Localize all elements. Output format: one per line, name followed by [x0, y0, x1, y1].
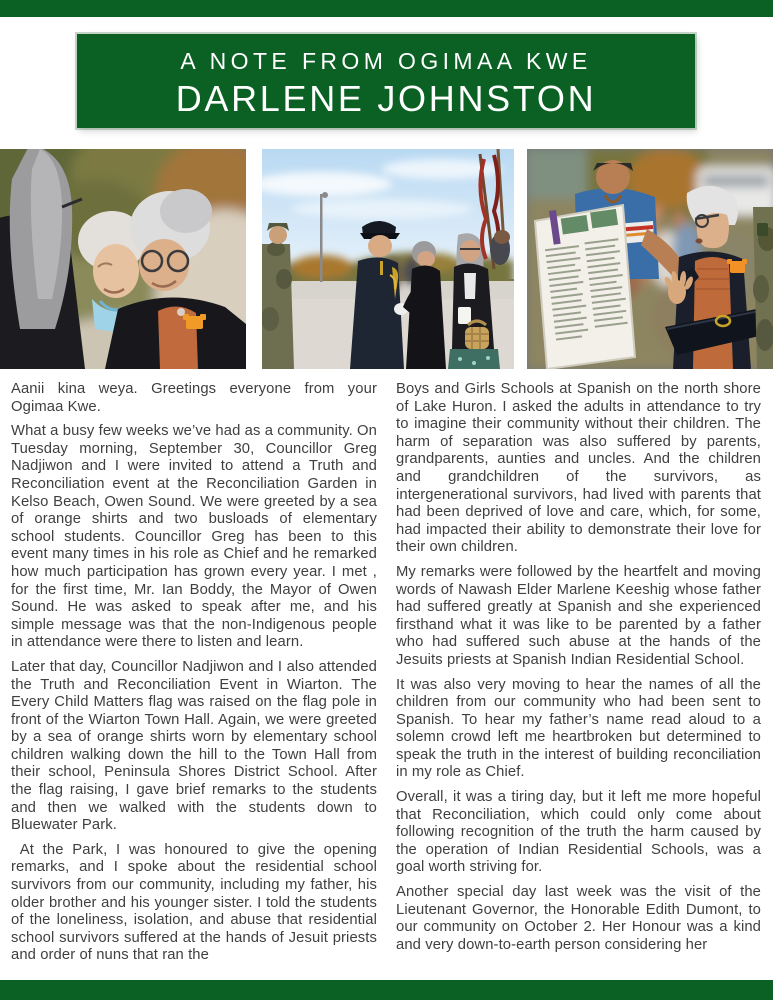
photo-handshake-graphic [262, 149, 514, 369]
title-banner [77, 34, 695, 128]
photo-elders-embrace [0, 149, 246, 369]
article-paragraph: My remarks were followed by the heartfelt and moving words of Nawash Elder Marlene Keeshig whose father had suffered greatly at Spanish and she experienced firsthand what it was like to be parented by a father who had suffered such abuse at the hands of the Jesuits priests at Spanish Indian Residential School. [396, 563, 761, 668]
photo-elders-embrace-graphic [0, 149, 246, 369]
photo-chief-speaking-graphic [527, 149, 773, 369]
article-paragraph: At the Park, I was honoured to give the opening remarks, and I spoke about the residential school survivors from our community, including my father, his older brother and his younger sister. I told the students of the loneliness, isolation, and abuse that residential school survivors suffered at the hands of Jesuit priests and order of nuns that ran the [11, 841, 377, 964]
article-paragraph: It was also very moving to hear the names of all the children from our community who had been sent to Spanish. To hear my father’s name read aloud to a solemn crowd left me heartbroken but determined to speak the truth in the interest of building reconciliation in my role as Chief. [396, 676, 761, 781]
article-paragraph: What a busy few weeks we’ve had as a community. On Tuesday morning, September 30, Councillor Greg Nadjiwon and I were invited to attend a Truth and Reconciliation event at the Reconciliation Garden in Kelso Beach, Owen Sound. We were greeted by a sea of orange shirts and two busloads of elementary school students. Councillor Greg has been to this event many times in his role as Chief and he remarked how much participation has grown every year. I met , for the first time, Mr. Ian Boddy, the Mayor of Owen Sound. He was asked to speak after me, and his simple message was that the non-Indigenous people in attendance were there to listen and learn. [11, 423, 377, 651]
article-paragraph: Later that day, Councillor Nadjiwon and I also attended the Truth and Reconciliation Event in Wiarton. The Every Child Matters flag was raised on the flag pole in front of the Wiarton Town Hall. Again, we were greeted by a sea of orange shirts worn by elementary school children walking down the hill to the Town Hall from their school, Peninsula Shores District School. After the flag raising, I gave brief remarks to the students and then we walked with the students down to Bluewater Park. [11, 658, 377, 834]
article-paragraph: Another special day last week was the visit of the Lieutenant Governor, the Honorable Edith Dumont, to our community on October 2. Her Honour was a kind and very down-to-earth person considering her [396, 884, 761, 953]
photo-chief-speaking [527, 149, 773, 369]
article-paragraph: Aanii kina weya. Greetings everyone from your Ogimaa Kwe. [11, 381, 377, 415]
bottom-accent-bar [0, 980, 773, 1000]
page-title: DARLENE JOHNSTON [175, 78, 597, 119]
banner-kicker: A NOTE FROM OGIMAA KWE [180, 48, 592, 74]
article-right-column [396, 381, 761, 961]
top-accent-bar [0, 0, 773, 17]
article-left-column [11, 381, 377, 972]
article-paragraph: Boys and Girls Schools at Spanish on the north shore of Lake Huron. I asked the adults in attendance to try to imagine their community without their children. The harm of separation was also suffered by parents, grandparents, aunties and uncles. And the children and grandchildren of the survivors, as intergenerational survivors, had lived with parents that had been deprived of love and care, which, for some, had impacted their ability to demonstrate their love for their own children. [396, 381, 761, 556]
article-paragraph: Overall, it was a tiring day, but it left me more hopeful that Reconciliation, which could only come about following recognition of the truth the harm caused by the operation of Indian Residential Schools, was a goal worth striving for. [396, 789, 761, 876]
photo-handshake-ceremony [262, 149, 514, 369]
